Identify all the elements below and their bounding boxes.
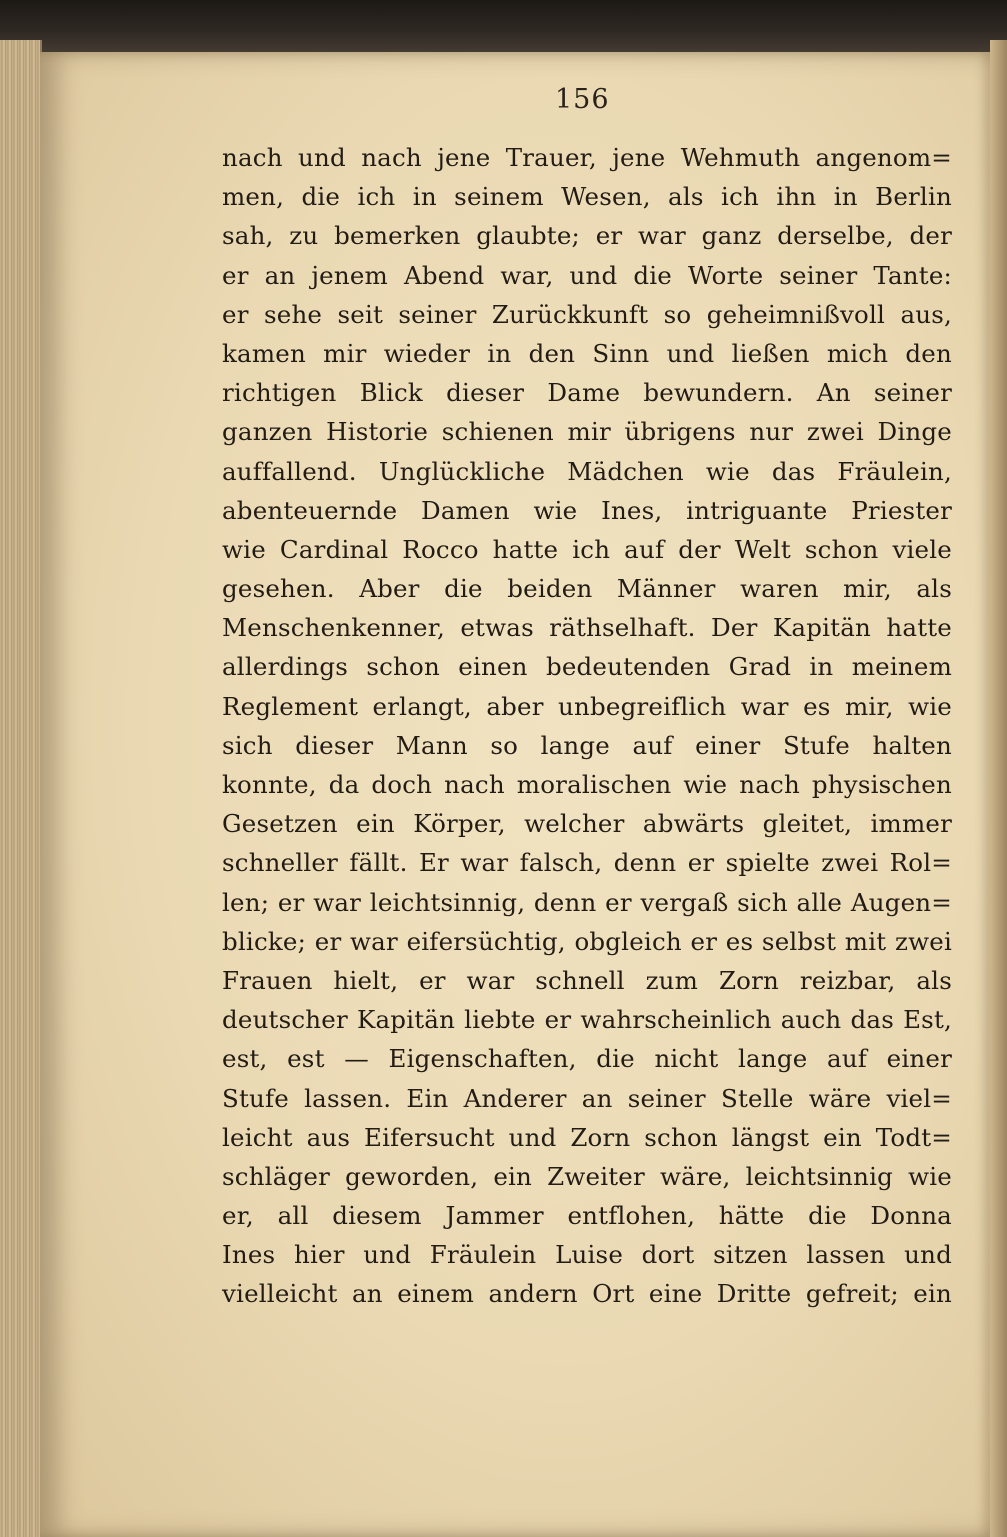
text-line: len; er war leichtsinnig, denn er vergaß sich alle Augen= bbox=[222, 887, 952, 917]
text-line: leicht aus Eifersucht und Zorn schon längst ein Todt= bbox=[222, 1122, 952, 1152]
text-line: er, all diesem Jammer entflohen, hätte die Donna bbox=[222, 1201, 952, 1231]
text-line: Menschenkenner, etwas räthselhaft. Der Kapitän hatte bbox=[222, 613, 952, 643]
text-line: Frauen hielt, er war schnell zum Zorn reizbar, als bbox=[222, 965, 952, 995]
page-stack-edge bbox=[0, 40, 42, 1537]
text-line: wie Cardinal Rocco hatte ich auf der Welt schon viele bbox=[222, 534, 952, 564]
text-line: gesehen. Aber die beiden Männer waren mir, als bbox=[222, 574, 952, 604]
text-line: est, est — Eigenschaften, die nicht lange auf einer bbox=[222, 1044, 952, 1074]
text-line: er an jenem Abend war, und die Worte seiner Tante: bbox=[222, 260, 952, 290]
text-line: nach und nach jene Trauer, jene Wehmuth angenom= bbox=[222, 143, 952, 172]
page-number: 156 bbox=[555, 84, 610, 115]
text-line: Stufe lassen. Ein Anderer an seiner Stelle wäre viel= bbox=[222, 1083, 952, 1113]
text-line: Ines hier und Fräulein Luise dort sitzen lassen und bbox=[222, 1240, 952, 1270]
text-line: auffallend. Unglückliche Mädchen wie das Fräulein, bbox=[222, 456, 952, 486]
text-line: Gesetzen ein Körper, welcher abwärts gleitet, immer bbox=[222, 809, 952, 839]
text-line: schläger geworden, ein Zweiter wäre, leichtsinnig wie bbox=[222, 1161, 952, 1191]
text-line: kamen mir wieder in den Sinn und ließen mich den bbox=[222, 338, 952, 368]
text-line: konnte, da doch nach moralischen wie nach physischen bbox=[222, 770, 952, 799]
text-line: vielleicht an einem andern Ort eine Dritte gefreit; ein bbox=[222, 1279, 952, 1309]
text-line: abenteuernde Damen wie Ines, intriguante Priester bbox=[222, 495, 952, 525]
text-line: sah, zu bemerken glaubte; er war ganz derselbe, der bbox=[222, 221, 952, 251]
text-line: er sehe seit seiner Zurückkunft so geheimnißvoll aus, bbox=[222, 299, 952, 329]
book-top-edge bbox=[0, 0, 1007, 58]
book-right-edge bbox=[990, 40, 1007, 1537]
text-line: blicke; er war eifersüchtig, obgleich er es selbst mit zwei bbox=[222, 926, 952, 956]
text-line: ganzen Historie schienen mir übrigens nur zwei Dinge bbox=[222, 417, 952, 447]
text-line: Reglement erlangt, aber unbegreiflich war es mir, wie bbox=[222, 691, 952, 721]
body-text bbox=[222, 138, 952, 1314]
text-line: allerdings schon einen bedeutenden Grad in meinem bbox=[222, 652, 952, 682]
text-line: sich dieser Mann so lange auf einer Stufe halten bbox=[222, 730, 952, 760]
text-line: schneller fällt. Er war falsch, denn er spielte zwei Rol= bbox=[222, 848, 952, 878]
text-line: deutscher Kapitän liebte er wahrscheinlich auch das Est, bbox=[222, 1005, 952, 1035]
text-line: richtigen Blick dieser Dame bewundern. An seiner bbox=[222, 378, 952, 408]
text-line: men, die ich in seinem Wesen, als ich ihn in Berlin bbox=[222, 182, 952, 212]
